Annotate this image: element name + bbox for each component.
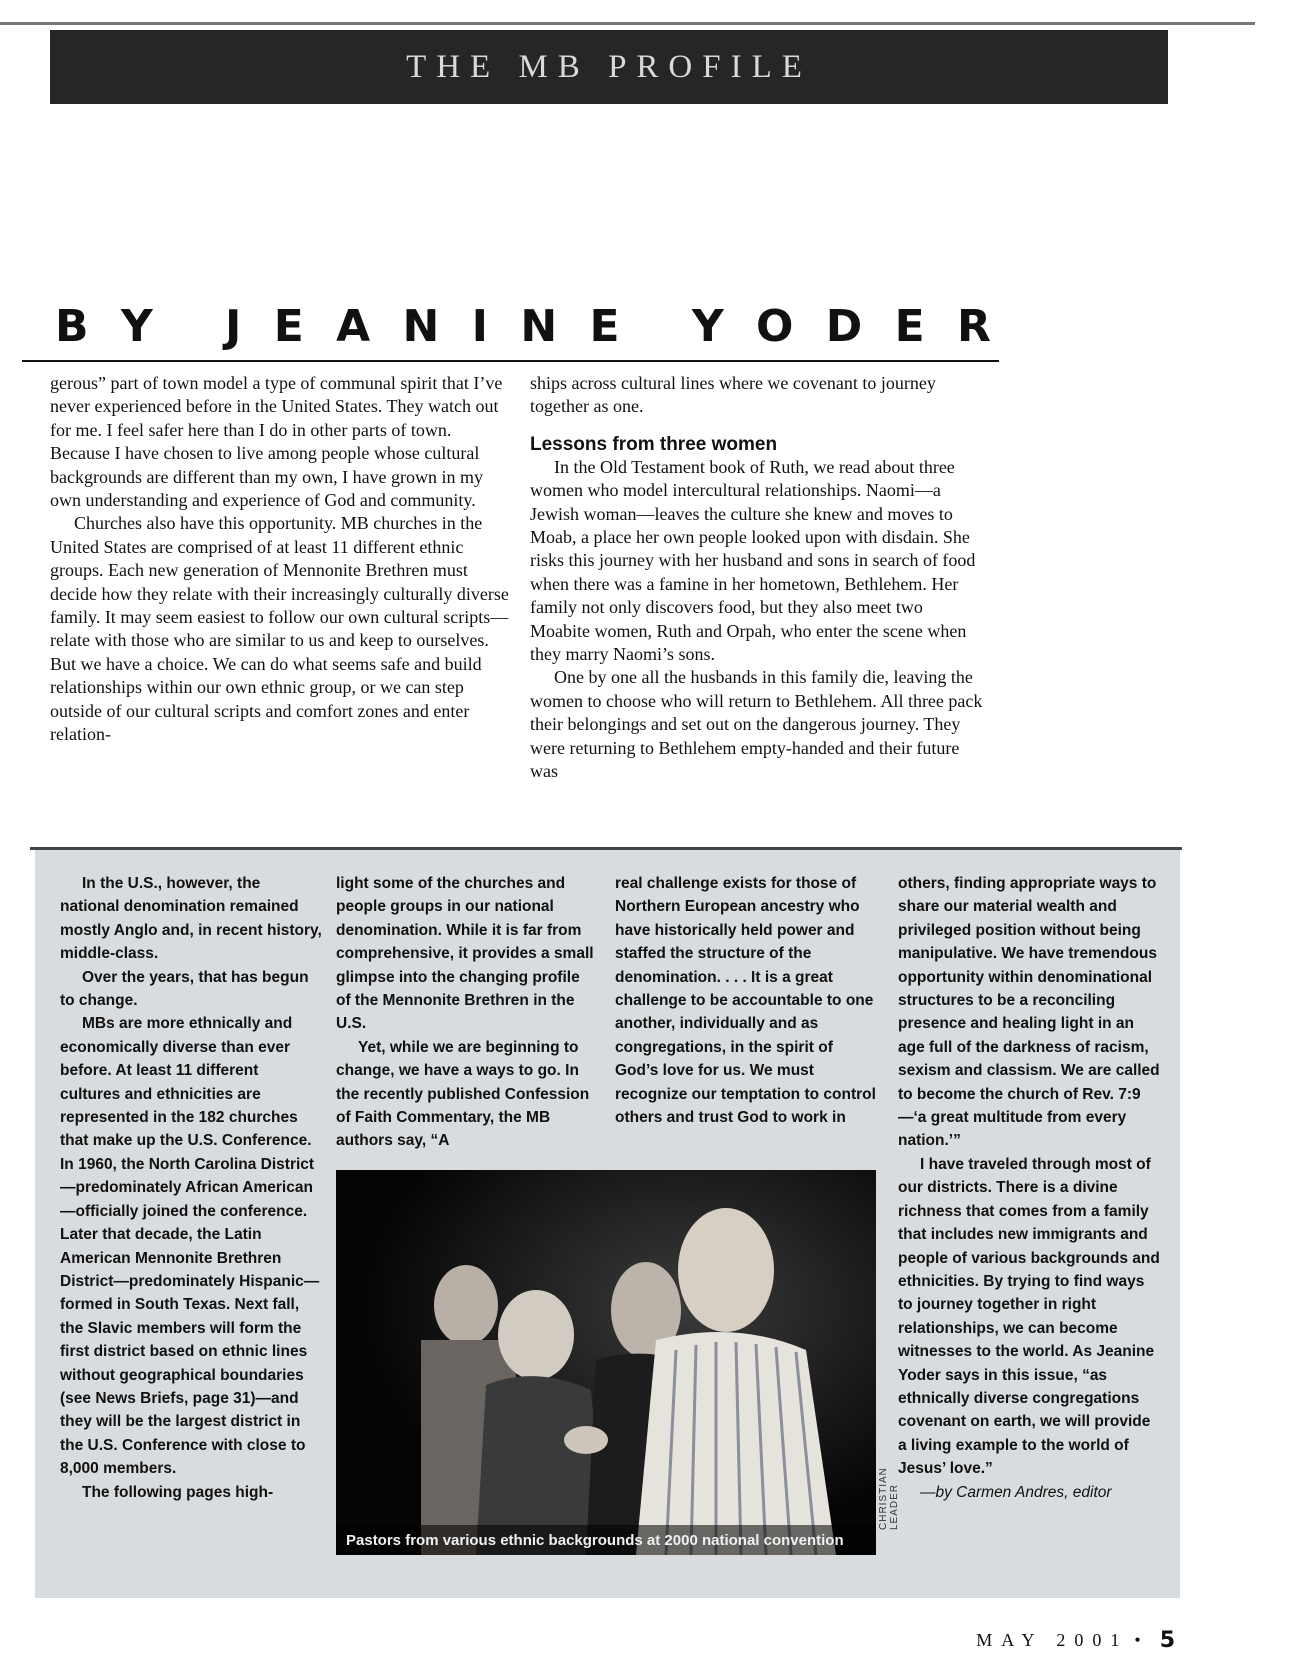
sidebar-column-1	[60, 872, 322, 1504]
folio-bullet: •	[1134, 1629, 1150, 1650]
byline	[55, 296, 1005, 356]
paragraph: Yet, while we are beginning to change, we have a ways to go. In the recently published Confession of Faith Commentary, the MB authors say, “A	[336, 1038, 590, 1150]
photo-caption	[336, 1525, 876, 1555]
byline-letter: E	[273, 300, 318, 352]
byline-letter: I	[471, 300, 502, 352]
paragraph: One by one all the husbands in this family die, leaving the women to choose who will return to Bethlehem. All three pack their belongings and set out on the dangerous journey. They were returning to Bethlehem empty-handed and their future was	[530, 667, 983, 782]
byline-letter: Y	[691, 300, 738, 352]
byline-letter: D	[825, 300, 877, 352]
paragraph: light some of the churches and people groups in our national denomination. While it is far from comprehensive, it provides a small glimpse into the changing profile of the Mennonite Brethren in the U.S.	[336, 875, 594, 1033]
paragraph: In the Old Testament book of Ruth, we read about three women who model intercultural relationships. Naomi—a Jewish woman—leaves the culture she knew and moves to Moab, a place her own people looked upon with disdain. She risks this journey with her husband and sons in search of food when there was a famine in her hometown, Bethlehem. Her family not only discovers food, but they also meet two Moabite women, Ruth and Orpah, who enter the scene when they marry Naomi’s sons.	[530, 456, 976, 665]
byline-letter: N	[402, 300, 454, 352]
paragraph: I have traveled through most of our districts. There is a divine richness that comes from a family that includes new immigrants and people of various backgrounds and ethnicities. By trying to find ways to journey together in right relationships, we can become witnesses to the world. As Jeanine Yoder says in this issue, “as ethnically diverse congregations covenant on earth, we will provide a living example to the world of Jesus’ love.”	[898, 1155, 1160, 1478]
sidebar-column-3	[615, 872, 877, 1129]
byline-letter: O	[756, 300, 808, 352]
convention-photo	[336, 1170, 876, 1555]
subheading: Lessons from three women	[530, 433, 778, 455]
paragraph: Over the years, that has begun to change.	[60, 968, 309, 1010]
article-column-1	[50, 372, 510, 747]
byline-rule	[22, 360, 999, 362]
byline-letter: A	[336, 300, 385, 352]
top-rule	[0, 22, 1255, 25]
byline-letter: R	[956, 300, 1005, 352]
byline-letter: E	[589, 300, 634, 352]
issue-date: MAY 2001	[976, 1629, 1129, 1650]
article-column-2	[530, 372, 985, 784]
byline-letter: E	[894, 300, 939, 352]
paragraph: —by Carmen Andres, editor	[920, 1483, 1112, 1501]
paragraph: gerous” part of town model a type of communal spirit that I’ve never experienced before in the United States. They watch out for me. I feel safer here than I do in other parts of town. Because I have chosen to live among people whose cultural backgrounds are different than my own, I have grown in my own understanding and experience of God and community.	[50, 373, 503, 511]
byline-letter: Y	[120, 300, 167, 352]
photo-caption-text: Pastors from various ethnic backgrounds at 2000 national convention	[346, 1531, 844, 1549]
section-banner	[50, 30, 1168, 104]
paragraph: In the U.S., however, the national denomination remained mostly Anglo and, in recent history, middle-class.	[60, 875, 322, 963]
byline-letter: B	[55, 300, 103, 352]
byline-letter: J	[225, 300, 256, 352]
sidebar-column-2	[336, 872, 598, 1153]
paragraph: real challenge exists for those of Northern European ancestry who have historically held power and staffed the structure of the denomination. . . . It is a great challenge to be accountable to one another, individually and as congregations, in the spirit of God’s love for us. We must recognize our temptation to control others and trust God to work in	[615, 875, 876, 1127]
section-title: THE MB PROFILE	[406, 48, 812, 85]
paragraph: MBs are more ethnically and economically diverse than ever before. At least 11 different cultures and ethnicities are represented in the 182 churches that make up the U.S. Conference. In 1960, the North Carolina District—predominately African American—officially joined the conference. Later that decade, the Latin American Mennonite Brethren District—predominately Hispanic—formed in South Texas. Next fall, the Slavic members will form the first district based on ethnic lines without geographical boundaries (see News Briefs, page 31)—and they will be the largest district in the U.S. Conference with close to 8,000 members.	[60, 1015, 320, 1478]
photo-illustration	[336, 1170, 876, 1555]
page-number: 5	[1159, 1627, 1175, 1653]
paragraph: others, finding appropriate ways to share our material wealth and privileged position without being manipulative. We have tremendous opportunity within denominational structures to be a reconciling presence and healing light in an age full of the darkness of racism, sexism and classism. We are called to become the church of Rev. 7:9—‘a great multitude from every nation.’”	[898, 875, 1160, 1150]
byline-letter: N	[520, 300, 572, 352]
sidebar-column-4	[898, 872, 1160, 1504]
paragraph: The following pages high-	[82, 1483, 274, 1501]
photo-credit: CHRISTIAN LEADER	[878, 1467, 900, 1530]
page-folio	[920, 1625, 1175, 1655]
paragraph: Churches also have this opportunity. MB churches in the United States are comprised of at least 11 different ethnic groups. Each new generation of Mennonite Brethren must decide how they relate with their increasingly culturally diverse family. It may seem easiest to follow our own cultural scripts—relate with those who are similar to us and keep to ourselves. But we have a choice. We can do what seems safe and build relationships within our own ethnic group, or we can step outside of our cultural scripts and comfort zones and enter relation-	[50, 513, 509, 745]
paragraph: ships across cultural lines where we covenant to journey together as one.	[530, 373, 936, 417]
